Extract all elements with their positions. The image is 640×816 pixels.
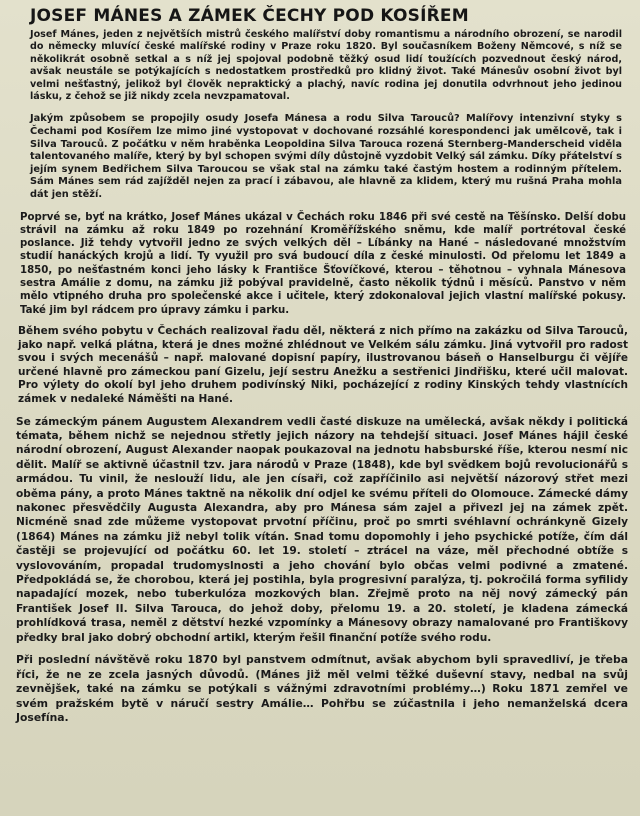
page-title: JOSEF MÁNES A ZÁMEK ČECHY POD KOSÍŘEM xyxy=(30,6,469,26)
paragraph-connection: Jakým způsobem se propojily osudy Josefa Mánesa a rodu Silva Tarouců? Malířovy intenzivní styky s Čechami pod Kosířem lze mimo jiné vystopovat v dochované rozsáhlé korespondenci jak umělcově, tak i Silva Tarouců. Z počátku v něm hraběnka Leopoldina Silva Tarouca rozená Sternberg-Manderscheid viděla talentovaného malíře, který by byl schopen svými díly důstojně vyzdobit Velký sál zámku. Díky přátelství s jejím synem Bedřichem Silva Taroucou se však stal na zámku také častým hostem a rodinným přítelem. Sám Mánes sem rád zajížděl nejen za prací i zábavou, ale hlavně za klidem, který mu rušná Praha mohla dát jen stěží. xyxy=(30,113,622,200)
paragraph-last-visit: Při poslední návštěvě roku 1870 byl panstvem odmítnut, avšak abychom byli spravedliví, je třeba říci, že ne ze zcela jasných důvodů. (Mánes již měl velmi těžké duševní stavy, nedbal na svůj zevnějšek, také na zámku se potýkali s vážnými zdravotními problémy…) Roku 1871 zemřel ve svém pražském bytě v náručí sestry Amálie… Pohřbu se zúčastnila i jeho nemanželská dcera Josefína. xyxy=(16,653,628,725)
paragraph-intro: Josef Mánes, jeden z největších mistrů českého malířství doby romantismu a národního obrození, se narodil do německy mluvící české malířské rodiny v Praze roku 1820. Byl současníkem Boženy Němcové, s níž se několikrát osobně setkal a s níž jej spojoval podobně těžký osud lidí toužících pozvednout český národ, avšak neustále se potýkajících s nedostatkem prostředků pro klidný život. Také Mánesův osobní život byl velmi nešťastný, jelikož byl člověk nepraktický a plachý, navíc rodina jej donutila odvrhnout jeho jedinou lásku, z čehož se již nikdy zcela nevzpamatoval. xyxy=(30,29,622,103)
paragraph-first-visit: Poprvé se, byť na krátko, Josef Mánes ukázal v Čechách roku 1846 při své cestě na Těšínsko. Delší dobu strávil na zámku až roku 1849 po rozehnání Kroměřížského sněmu, kde malíř portrétoval české poslance. Již tehdy vytvořil jedno ze svých velkých děl – Líbánky na Hané – následované množstvím studií hanáckých krojů a lidí. Ty využil pro svá budoucí díla z české minulosti. Od přelomu let 1849 a 1850, po nešťastném konci jeho lásky k Františce Šťovíčkové, kterou – těhotnou – vyhnala Mánesova sestra Amálie z domu, na zámku již pobýval pravidelně, často několik týdnů i měsíců. Panstvo v něm mělo vtipného druha pro společenské akce i učitele, který zdokonaloval jejich vlastní malířské pokusy. Také jim byl rádcem pro úpravy zámku i parku. xyxy=(20,211,626,316)
paragraph-works: Během svého pobytu v Čechách realizoval řadu děl, některá z nich přímo na zakázku od Silva Tarouců, jako např. velká plátna, která je dnes možné zhlédnout ve Velkém sálu zámku. Jiná vytvořil pro radost svou i svých mecenášů – např. malované dopisní papíry, ilustrovanou báseň o Hanselburgu či vějíře určené hlavně pro zámeckou paní Gizelu, její sestru Anežku a sestřenici Jindřišku, které učil malovat. Pro výlety do okolí byl jeho druhem podivínský Niki, pocházející z rodiny Kinských tehdy vlastnících zámek v nedaleké Náměšti na Hané. xyxy=(18,324,628,405)
paragraph-disputes: Se zámeckým pánem Augustem Alexandrem vedli časté diskuze na umělecká, avšak někdy i politická témata, během nichž se nejednou střetly jejich názory na tehdejší situaci. Josef Mánes hájil české národní obrození, August Alexander naopak poukazoval na jednotu habsburské říše, kterou nesmí nic dělit. Malíř se aktivně účastnil tzv. jara národů v Praze (1848), kde byl svědkem bojů revolucionářů s armádou. Tu vinil, že neslouží lidu, ale jen císaři, což zapříčinilo asi největší názorový střet mezi oběma pány, a proto Mánes taktně na několik dní odjel ke svému příteli do Olomouce. Zámecké dámy nakonec přesvědčily Augusta Alexandra, aby pro Mánesa sám zajel a přivezl jej na zámek zpět. Nicméně snad zde můžeme vystopovat prvotní příčinu, proč po smrti svéhlavní ochránkyně Gizely (1864) Mánes na zámku již nebyl tolik vítán. Snad tomu dopomohly i jeho psychické potíže, čím dál častěji se projevující od počátku 60. let 19. století – ztrácel na váze, měl přechodné obtíže s vyslovováním, propadal trudomyslnosti a jeho chování bylo občas velmi podivné a zmatené. Předpokládá se, že chorobou, která jej postihla, byla progresivní paralýza, tj. pokročilá forma syfilidy napadající mozek, nebo tuberkulóza mozkových blan. Zřejmě proto na něj nový zámecký pán František Josef II. Silva Tarouca, do jehož doby, přelomu 19. a 20. století, je kladena zámecká prohlídková trasa, neměl z dětství hezké vzpomínky a Mánesovy obrazy namalované pro Františkovy předky bral jako dobrý obchodní artikl, kterým řešil finanční potíže svého rodu. xyxy=(16,415,628,644)
